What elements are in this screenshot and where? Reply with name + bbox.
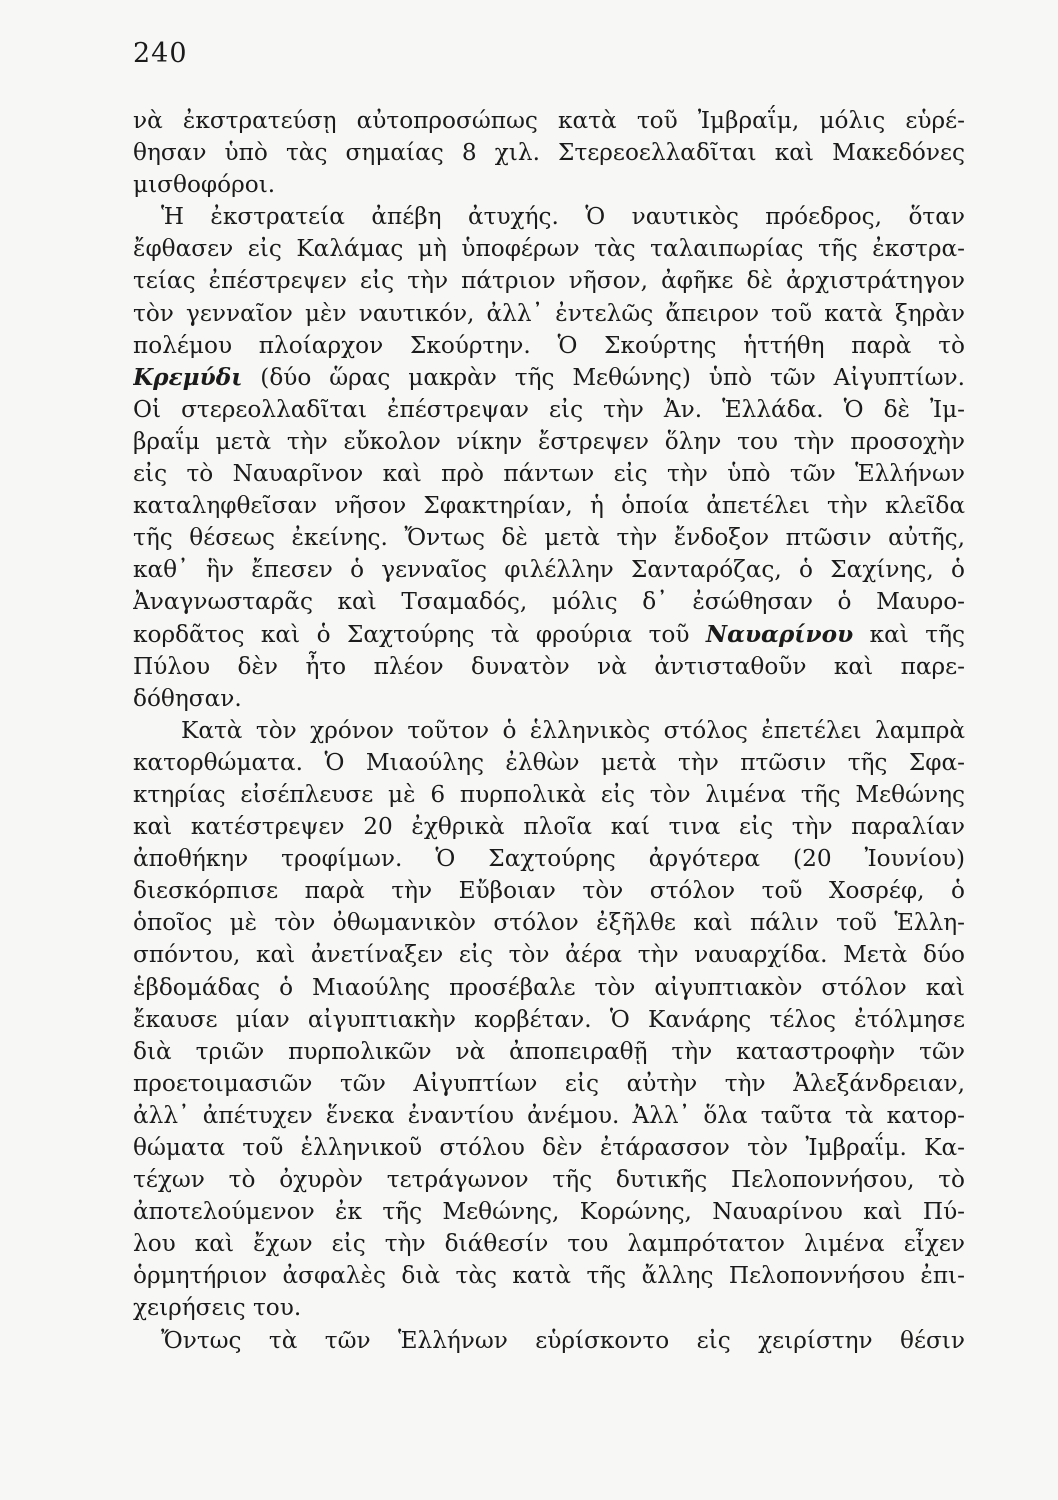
text-line: τέχων τὸ ὀχυρὸν τετράγωνον τῆς δυτικῆς Πελοποννήσου, τὸ xyxy=(133,1166,965,1194)
text-line: δόθησαν. xyxy=(133,684,242,712)
text-line: ἀλλ᾽ ἀπέτυχεν ἕνεκα ἐναντίου ἀνέμου. Ἀλλ᾽ ὅλα ταῦτα τὰ κατορ- xyxy=(133,1101,965,1129)
text-line: μισθοφόροι. xyxy=(133,171,276,199)
text-line: πολέμου πλοίαρχον Σκούρτην. Ὁ Σκούρτης ἡττήθη παρὰ τὸ xyxy=(133,331,965,359)
text-line: βραΐμ μετὰ τὴν εὔκολον νίκην ἔστρεψεν ὅλην του τὴν προσοχὴν xyxy=(133,427,965,455)
text-line: θώματα τοῦ ἑλληνικοῦ στόλου δὲν ἐτάρασσον τὸν Ἰμβραΐμ. Κα- xyxy=(133,1134,965,1161)
text-line: σπόντου, καὶ ἀνετίναξεν εἰς τὸν ἀέρα τὴν ναυαρχίδα. Μετὰ δύο xyxy=(133,941,965,969)
text-segment: κορδᾶτος καὶ ὁ Σαχτούρης τὰ φρούρια τοῦ xyxy=(133,620,690,648)
text-line: Ὄντως τὰ τῶν Ἑλλήνων εὑρίσκοντο εἰς χειρίστην θέσιν xyxy=(161,1326,965,1354)
text-line: καθ᾽ ἣν ἔπεσεν ὁ γενναῖος φιλέλλην Σανταρόζας, ὁ Σαχίνης, ὁ xyxy=(133,556,965,584)
body-text xyxy=(133,105,965,1357)
text-line: νὰ ἐκστρατεύσῃ αὐτοπροσώπως κατὰ τοῦ Ἰμβραΐμ, μόλις εὑρέ- xyxy=(133,107,965,134)
text-line: καταληφθεῖσαν νῆσον Σφακτηρίαν, ἡ ὁποία ἀπετέλει τὴν κλεῖδα xyxy=(133,492,965,520)
page-number: 240 xyxy=(133,38,188,69)
text-line: προετοιμασιῶν τῶν Αἰγυπτίων εἰς αὐτὴν τὴν Ἀλεξάνδρειαν, xyxy=(133,1069,965,1097)
text-line: διὰ τριῶν πυρπολικῶν νὰ ἀποπειραθῇ τὴν καταστροφὴν τῶν xyxy=(133,1037,965,1065)
place-name-navarino: Ναυαρίνου xyxy=(705,620,854,648)
text-line: θησαν ὑπὸ τὰς σημαίας 8 χιλ. Στερεοελλαδῖται καὶ Μακεδόνες xyxy=(133,139,965,167)
text-line: εἰς τὸ Ναυαρῖνον καὶ πρὸ πάντων εἰς τὴν ὑπὸ τῶν Ἑλλήνων xyxy=(133,460,965,488)
text-line: ὁρμητήριον ἀσφαλὲς διὰ τὰς κατὰ τῆς ἄλλης Πελοποννήσου ἐπι- xyxy=(133,1262,965,1290)
text-line: ὁποῖος μὲ τὸν ὀθωμανικὸν στόλον ἐξῆλθε καὶ πάλιν τοῦ Ἑλλη- xyxy=(133,909,965,937)
text-line: Ἡ ἐκστρατεία ἀπέβη ἀτυχής. Ὁ ναυτικὸς πρόεδρος, ὅταν xyxy=(161,203,965,231)
text-line: κτηρίας εἰσέπλευσε μὲ 6 πυρπολικὰ εἰς τὸν λιμένα τῆς Μεθώνης xyxy=(133,780,965,808)
text-line: ἀποτελούμενον ἐκ τῆς Μεθώνης, Κορώνης, Ναυαρίνου καὶ Πύ- xyxy=(133,1198,965,1226)
text-line: χειρήσεις του. xyxy=(133,1294,302,1322)
text-line: τὸν γενναῖον μὲν ναυτικόν, ἀλλ᾽ ἐντελῶς ἄπειρον τοῦ κατὰ ξηρὰν xyxy=(133,299,965,327)
text-line: διεσκόρπισε παρὰ τὴν Εὔβοιαν τὸν στόλον τοῦ Χοσρέφ, ὁ xyxy=(133,877,965,905)
text-line xyxy=(133,362,965,394)
text-line: τῆς θέσεως ἐκείνης. Ὄντως δὲ μετὰ τὴν ἔνδοξον πτῶσιν αὐτῆς, xyxy=(133,524,965,552)
text-segment: καὶ τῆς xyxy=(869,620,965,648)
text-line: λου καὶ ἔχων εἰς τὴν διάθεσίν του λαμπρότατον λιμένα εἶχεν xyxy=(133,1230,965,1258)
text-line: ἔφθασεν εἰς Καλάμας μὴ ὑποφέρων τὰς ταλαιπωρίας τῆς ἐκστρα- xyxy=(133,235,965,263)
text-line: Οἱ στερεολλαδῖται ἐπέστρεψαν εἰς τὴν Ἀν. Ἑλλάδα. Ὁ δὲ Ἰμ- xyxy=(133,395,965,423)
text-line: Κατὰ τὸν χρόνον τοῦτον ὁ ἑλληνικὸς στόλος ἐπετέλει λαμπρὰ xyxy=(181,716,965,744)
place-name-kremydi: Κρεμύδι xyxy=(133,363,243,391)
text-line: Ἀναγνωσταρᾶς καὶ Τσαμαδός, μόλις δ᾽ ἐσώθησαν ὁ Μαυρο- xyxy=(133,588,965,616)
text-line: κατορθώματα. Ὁ Μιαούλης ἐλθὼν μετὰ τὴν πτῶσιν τῆς Σφα- xyxy=(133,748,965,776)
text-line xyxy=(133,619,965,651)
text-line: καὶ κατέστρεψεν 20 ἐχθρικὰ πλοῖα καί τινα εἰς τὴν παραλίαν xyxy=(133,813,965,841)
text-line: ἔκαυσε μίαν αἰγυπτιακὴν κορβέταν. Ὁ Κανάρης τέλος ἐτόλμησε xyxy=(133,1005,965,1033)
text-line: ἀποθήκην τροφίμων. Ὁ Σαχτούρης ἀργότερα (20 Ἰουνίου) xyxy=(133,845,965,873)
text-segment: (δύο ὥρας μακρὰν τῆς Μεθώνης) ὑπὸ τῶν Αἰγυπτίων. xyxy=(260,363,965,391)
text-line: ἑβδομάδας ὁ Μιαούλης προσέβαλε τὸν αἰγυπτιακὸν στόλον καὶ xyxy=(133,973,965,1001)
text-line: Πύλου δὲν ἦτο πλέον δυνατὸν νὰ ἀντισταθοῦν καὶ παρε- xyxy=(133,652,965,680)
text-line: τείας ἐπέστρεψεν εἰς τὴν πάτριον νῆσον, ἀφῆκε δὲ ἀρχιστράτηγον xyxy=(133,267,965,295)
